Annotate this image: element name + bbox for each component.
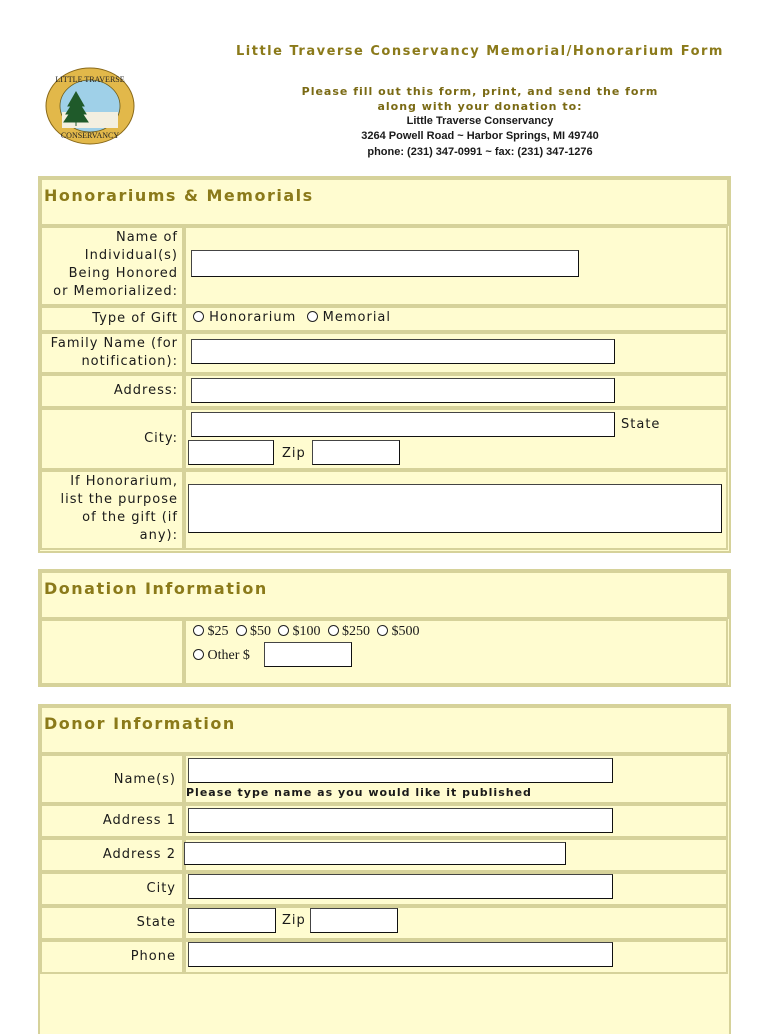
honorarium-radio[interactable] [193, 311, 204, 322]
amount-25-label: $25 [207, 624, 229, 639]
amount-other-radio[interactable] [193, 649, 204, 660]
honor-state-input[interactable] [188, 440, 274, 465]
other-amount-input[interactable] [264, 642, 352, 667]
amount-100-label: $100 [292, 624, 321, 639]
state-label: State [621, 417, 661, 432]
gift-type-label: Type of Gift [92, 311, 178, 326]
amount-500-label: $500 [391, 624, 420, 639]
amount-100-radio[interactable] [278, 625, 289, 636]
honor-heading: Honorariums & Memorials [44, 186, 314, 205]
name-label-4: or Memorialized: [53, 284, 178, 299]
name-label-1: Name of [115, 230, 178, 245]
donor-names-hint: Please type name as you would like it published [186, 786, 532, 799]
instructions-line-2: along with your donation to: [377, 100, 583, 113]
donor-address2-label: Address 2 [102, 847, 176, 862]
purpose-label-1: If Honorarium, [70, 474, 178, 489]
name-label-2: Individual(s) [84, 248, 178, 263]
amount-options [193, 624, 420, 640]
gift-type-options [193, 310, 391, 325]
honor-zip-input[interactable] [312, 440, 400, 465]
amount-50-label: $50 [250, 624, 271, 639]
donor-address1-input[interactable] [188, 808, 613, 833]
purpose-textarea[interactable] [188, 484, 722, 533]
form-title: Little Traverse Conservancy Memorial/Honorarium Form [236, 44, 724, 59]
logo-text-top: LITTLE TRAVERSE [55, 75, 125, 84]
amount-250-label: $250 [342, 624, 370, 639]
donor-heading: Donor Information [44, 714, 236, 733]
donor-address1-label: Address 1 [102, 813, 176, 828]
org-address: 3264 Powell Road ~ Harbor Springs, MI 49740 [361, 130, 599, 142]
honoree-name-input[interactable] [191, 250, 579, 277]
family-label-1: Family Name (for [50, 336, 178, 351]
amount-250-radio[interactable] [328, 625, 339, 636]
honorarium-label: Honorarium [209, 310, 297, 325]
org-phone: phone: (231) 347-0991 ~ fax: (231) 347-1276 [367, 146, 593, 158]
donor-state-input[interactable] [188, 908, 276, 933]
family-name-input[interactable] [191, 339, 615, 364]
amount-500-radio[interactable] [377, 625, 388, 636]
donor-names-label: Name(s) [113, 772, 176, 787]
donor-zip-input[interactable] [310, 908, 398, 933]
amount-50-radio[interactable] [236, 625, 247, 636]
instructions-line-1: Please fill out this form, print, and send the form [301, 85, 659, 98]
logo-text-bottom: CONSERVANCY [60, 131, 120, 140]
donation-heading: Donation Information [44, 579, 268, 598]
amount-other-label: Other $ [207, 648, 250, 663]
honor-address-input[interactable] [191, 378, 615, 403]
purpose-label-3: of the gift (if [82, 510, 178, 525]
conservancy-logo [44, 66, 136, 146]
purpose-label-2: list the purpose [60, 492, 178, 507]
org-name: Little Traverse Conservancy [406, 115, 554, 127]
memorial-radio[interactable] [307, 311, 318, 322]
address-label: Address: [113, 383, 178, 398]
amount-25-radio[interactable] [193, 625, 204, 636]
donor-city-label: City [146, 881, 176, 896]
donor-names-input[interactable] [188, 758, 613, 783]
purpose-label-4: any): [139, 528, 178, 543]
donor-address2-input[interactable] [184, 842, 566, 865]
donor-state-label: State [136, 915, 176, 930]
family-label-2: notification): [81, 354, 178, 369]
memorial-label: Memorial [322, 310, 392, 325]
donor-zip-label: Zip [282, 913, 306, 928]
donor-city-input[interactable] [188, 874, 613, 899]
honor-city-input[interactable] [191, 412, 615, 437]
donor-phone-input[interactable] [188, 942, 613, 967]
city-label: City: [144, 431, 178, 446]
zip-label: Zip [282, 446, 306, 461]
donor-phone-label: Phone [130, 949, 176, 964]
name-label-3: Being Honored [68, 266, 178, 281]
